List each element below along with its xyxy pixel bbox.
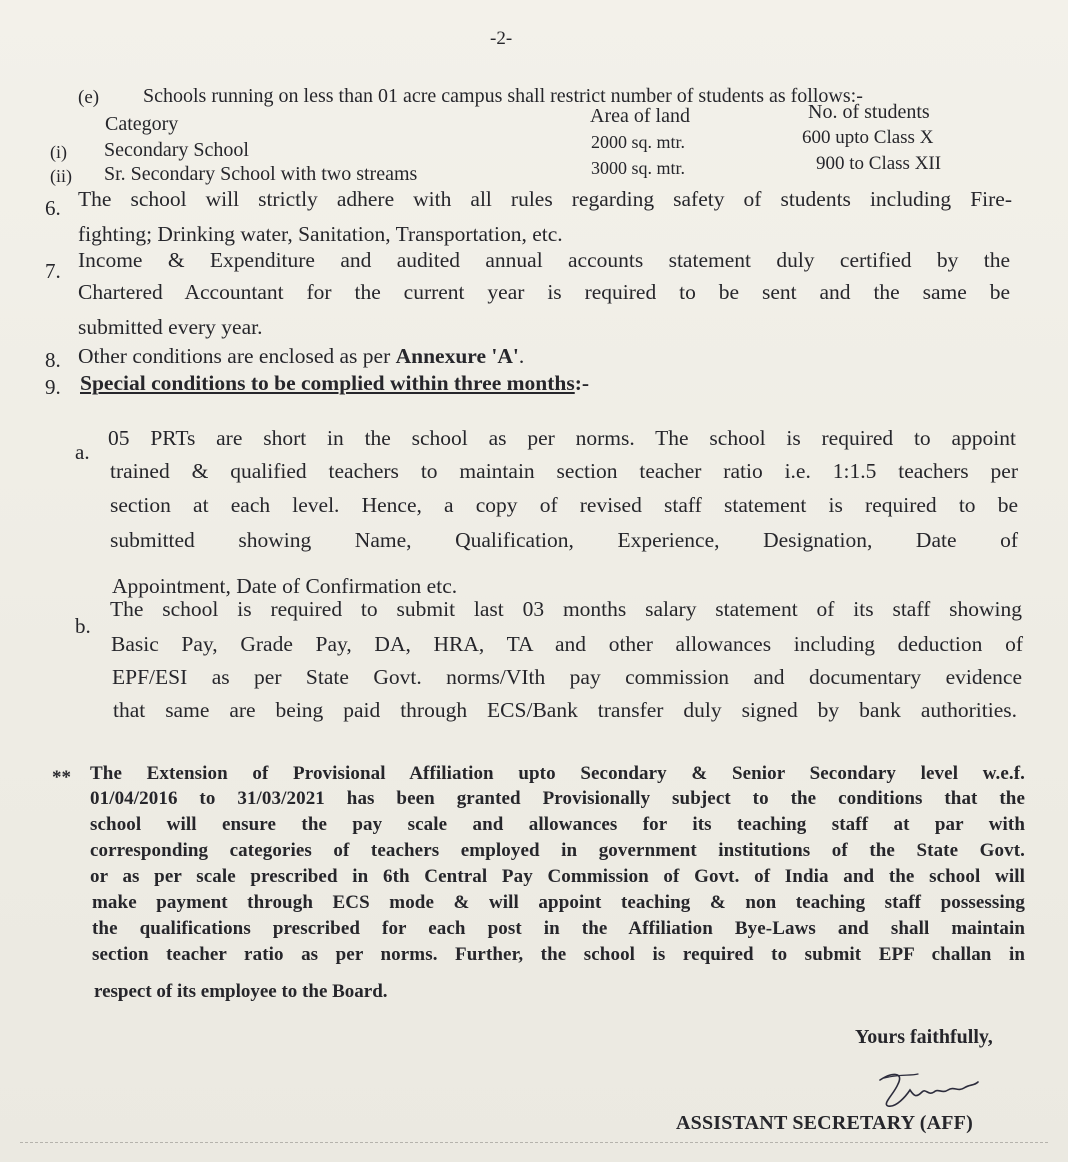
item-b-line: that same are being paid through ECS/Bank transfer duly signed by bank authorities. <box>113 698 1017 722</box>
item-6-line: The school will strictly adhere with all rules regarding safety of students including Fire- <box>78 187 1012 211</box>
table-row-area: 3000 sq. mtr. <box>591 158 686 178</box>
footnote-line: or as per scale prescribed in 6th Central Pay Commission of Govt. of India and the school will <box>90 866 1025 887</box>
item-b-line: The school is required to submit last 03 months salary statement of its staff showing <box>110 597 1022 621</box>
table-row-num: (i) <box>50 142 67 162</box>
table-header-area: Area of land <box>590 105 690 127</box>
item-a-line: Appointment, Date of Confirmation etc. <box>112 574 458 598</box>
footnote-line: section teacher ratio as per norms. Further, the school is required to submit EPF challan in <box>92 944 1025 965</box>
item-8-number: 8. <box>45 348 61 372</box>
footnote-line: respect of its employee to the Board. <box>94 981 388 1002</box>
footnote-line: make payment through ECS mode & will appoint teaching & non teaching staff possessing <box>92 892 1025 913</box>
item-8-body: Other conditions are enclosed as per <box>78 344 391 368</box>
item-a-line: section at each level. Hence, a copy of revised staff statement is required to be <box>110 493 1018 517</box>
footnote-line: corresponding categories of teachers employed in government institutions of the State Govt. <box>90 840 1025 861</box>
handwritten-signature <box>870 1066 990 1112</box>
item-7-line: Chartered Accountant for the current year is required to be sent and the same be <box>78 280 1010 304</box>
annexure-reference: Annexure 'A' <box>395 344 519 368</box>
item-6-line: fighting; Drinking water, Sanitation, Transportation, etc. <box>78 222 563 246</box>
item-6-number: 6. <box>45 196 61 220</box>
item-a-line: trained & qualified teachers to maintain section teacher ratio i.e. 1:1.5 teachers per <box>110 459 1018 483</box>
item-a-line: submitted showing Name, Qualification, Experience, Designation, Date of <box>110 528 1018 552</box>
item-8-end: . <box>518 344 525 368</box>
item-b-line: Basic Pay, Grade Pay, DA, HRA, TA and other allowances including deduction of <box>111 632 1023 656</box>
scan-edge-line <box>20 1142 1048 1143</box>
item-7-line: Income & Expenditure and audited annual accounts statement duly certified by the <box>78 248 1010 272</box>
item-7-number: 7. <box>45 259 61 283</box>
item-e-label: (e) <box>78 87 100 108</box>
footnote-line: school will ensure the pay scale and allowances for its teaching staff at par with <box>90 814 1025 835</box>
table-header-students: No. of students <box>808 101 930 123</box>
item-7-line: submitted every year. <box>78 315 263 339</box>
item-a-label: a. <box>75 440 90 464</box>
table-row-students: 600 upto Class X <box>802 127 934 148</box>
table-header-category: Category <box>105 113 179 135</box>
item-a-line: 05 PRTs are short in the school as per norms. The school is required to appoint <box>108 426 1016 450</box>
table-row-num: (ii) <box>50 166 72 186</box>
item-8-text <box>78 346 524 368</box>
table-row-area: 2000 sq. mtr. <box>591 132 686 152</box>
table-row-category: Secondary School <box>104 139 249 161</box>
page-number: -2- <box>490 28 513 49</box>
special-conditions-heading: Special conditions to be complied within three months <box>80 371 575 395</box>
footnote-line: the qualifications prescribed for each post in the Affiliation Bye-Laws and shall maintain <box>92 918 1025 939</box>
signatory-title: ASSISTANT SECRETARY (AFF) <box>676 1112 973 1134</box>
table-row-students: 900 to Class XII <box>816 153 942 174</box>
table-row-category: Sr. Secondary School with two streams <box>104 163 418 185</box>
item-b-line: EPF/ESI as per State Govt. norms/VIth pay commission and documentary evidence <box>112 665 1022 689</box>
heading-suffix: :- <box>574 371 590 395</box>
closing-salutation: Yours faithfully, <box>855 1026 993 1048</box>
item-9-number: 9. <box>45 375 61 399</box>
item-b-label: b. <box>75 614 91 638</box>
footnote-line: 01/04/2016 to 31/03/2021 has been granted Provisionally subject to the conditions that the <box>90 788 1025 809</box>
footnote-mark: ** <box>52 767 71 788</box>
item-9-heading <box>80 373 589 395</box>
item-e-text: Schools running on less than 01 acre campus shall restrict number of students as follows:- <box>143 85 863 107</box>
footnote-line: The Extension of Provisional Affiliation upto Secondary & Senior Secondary level w.e.f. <box>90 763 1025 784</box>
